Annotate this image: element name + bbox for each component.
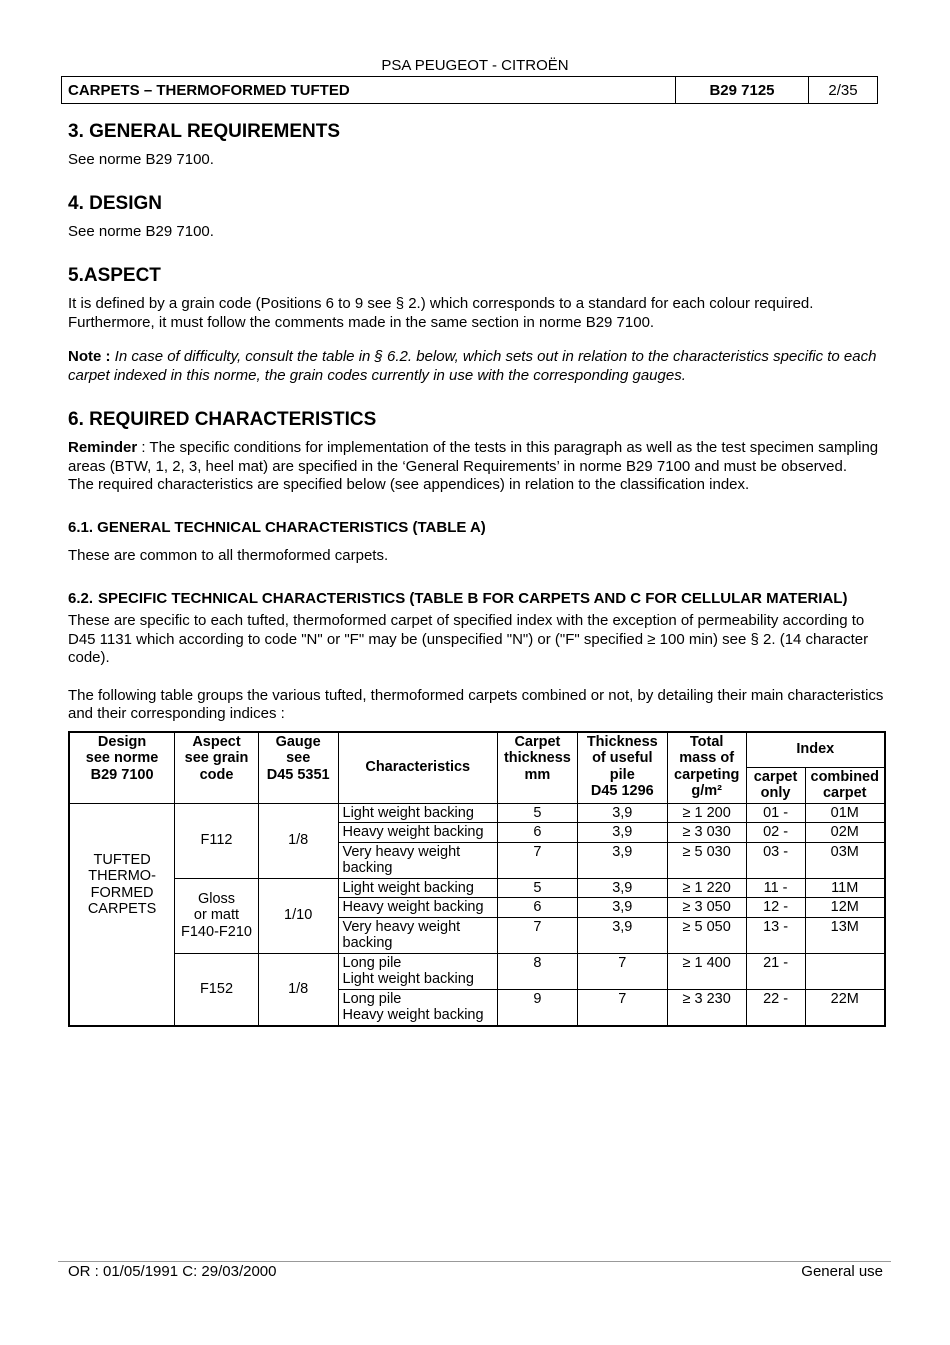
index-combined-cell: 22M xyxy=(805,989,885,1026)
pile-cell: 3,9 xyxy=(577,842,667,878)
thickness-cell: 7 xyxy=(497,842,577,878)
section-6-2-heading: SPECIFIC TECHNICAL CHARACTERISTICS (TABLE B FOR CARPETS AND C FOR CELLULAR MATERIAL) xyxy=(98,590,848,607)
header-total-mass: Total mass of carpeting g/m² xyxy=(667,732,746,804)
pile-cell: 3,9 xyxy=(577,878,667,898)
table-row xyxy=(69,878,885,898)
footer-classification: General use xyxy=(801,1263,883,1280)
index-carpet-only-cell: 13 - xyxy=(746,917,805,953)
header-design: Design see norme B29 7100 xyxy=(69,732,175,804)
design-label: TUFTED THERMO- FORMED CARPETS xyxy=(69,803,175,1026)
document-header xyxy=(61,76,878,104)
thickness-cell: 7 xyxy=(497,917,577,953)
gauge-cell: 1/10 xyxy=(258,878,338,953)
mass-cell: ≥ 5 050 xyxy=(667,917,746,953)
index-carpet-only-cell: 02 - xyxy=(746,823,805,843)
aspect-cell: Gloss or matt F140-F210 xyxy=(175,878,259,953)
mass-cell: ≥ 1 400 xyxy=(667,953,746,989)
index-combined-cell xyxy=(805,953,885,989)
characteristics-cell: Heavy weight backing xyxy=(338,823,497,843)
document-code: B29 7125 xyxy=(676,77,809,104)
section-5-title: 5.ASPECT xyxy=(68,265,161,286)
reminder-label: Reminder xyxy=(68,439,138,456)
section-6-2-number: 6.2. xyxy=(68,590,94,607)
pile-cell: 3,9 xyxy=(577,898,667,918)
section-6-2-text-1: These are specific to each tufted, thermoformed carpet of specified index with the exception of permeability according to D45 1131 which according to code "N" or "F" may be (unspecified "N") or ("F" specified ≥ 100 min) see § 2. (14 character code). xyxy=(68,612,869,666)
thickness-cell: 6 xyxy=(497,898,577,918)
index-carpet-only-cell: 22 - xyxy=(746,989,805,1026)
mass-cell: ≥ 3 230 xyxy=(667,989,746,1026)
mass-cell: ≥ 1 200 xyxy=(667,803,746,823)
section-6-1-title: 6.1. GENERAL TECHNICAL CHARACTERISTICS (TABLE A) xyxy=(68,518,486,536)
characteristics-cell: Heavy weight backing xyxy=(338,898,497,918)
note-text: In case of difficulty, consult the table in § 6.2. below, which sets out in relation to the characteristics specific to each carpet indexed in this norme, the grain codes currently in use with the corresponding gauges. xyxy=(68,348,877,384)
section-4-title: 4. DESIGN xyxy=(68,192,162,214)
section-5-text: It is defined by a grain code (Positions 6 to 9 see § 2.) which corresponds to a standard for each colour required. Furthermore, it must follow the comments made in the same section in norme B29 7100. xyxy=(68,295,814,331)
header-combined-carpet: combined carpet xyxy=(805,767,885,803)
section-6-2-text-2: The following table groups the various tufted, thermoformed carpets combined or not, by detailing their main characteristics and their corresponding indices : xyxy=(68,686,884,722)
reminder-text: : The specific conditions for implementation of the tests in this paragraph as well as the test specimen sampling areas (BTW, 1, 2, 3, heel mat) are specified in the ‘General Requirements’ in norme B29 7100 and must be observed. xyxy=(68,439,879,475)
footer-divider xyxy=(58,1261,891,1262)
pile-cell: 7 xyxy=(577,989,667,1026)
index-combined-cell: 11M xyxy=(805,878,885,898)
thickness-cell: 8 xyxy=(497,953,577,989)
section-5-note xyxy=(68,348,888,385)
section-6-2-title xyxy=(68,590,888,608)
table-row xyxy=(69,803,885,823)
mass-cell: ≥ 3 050 xyxy=(667,898,746,918)
gauge-cell: 1/8 xyxy=(258,953,338,1026)
carpet-index-table xyxy=(68,731,886,1027)
company-name: PSA PEUGEOT - CITROËN xyxy=(381,57,569,74)
section-3-text: See norme B29 7100. xyxy=(68,151,214,168)
pile-cell: 3,9 xyxy=(577,823,667,843)
section-6-text: The required characteristics are specified below (see appendices) in relation to the classification index. xyxy=(68,476,750,493)
characteristics-cell: Light weight backing xyxy=(338,803,497,823)
aspect-cell: F112 xyxy=(175,803,259,878)
thickness-cell: 9 xyxy=(497,989,577,1026)
characteristics-cell: Very heavy weight backing xyxy=(338,842,497,878)
header-carpet-only: carpet only xyxy=(746,767,805,803)
index-carpet-only-cell: 03 - xyxy=(746,842,805,878)
index-carpet-only-cell: 12 - xyxy=(746,898,805,918)
table-row xyxy=(69,953,885,989)
thickness-cell: 6 xyxy=(497,823,577,843)
section-3-title: 3. GENERAL REQUIREMENTS xyxy=(68,121,341,142)
thickness-cell: 5 xyxy=(497,803,577,823)
footer-dates: OR : 01/05/1991 C: 29/03/2000 xyxy=(68,1263,277,1280)
characteristics-cell: Long pile Light weight backing xyxy=(338,953,497,989)
mass-cell: ≥ 3 030 xyxy=(667,823,746,843)
header-useful-pile: Thickness of useful pile D45 1296 xyxy=(577,732,667,804)
mass-cell: ≥ 5 030 xyxy=(667,842,746,878)
header-thickness: Carpet thickness mm xyxy=(497,732,577,804)
document-body xyxy=(68,112,888,1027)
pile-cell: 7 xyxy=(577,953,667,989)
mass-cell: ≥ 1 220 xyxy=(667,878,746,898)
characteristics-cell: Long pile Heavy weight backing xyxy=(338,989,497,1026)
header-characteristics: Characteristics xyxy=(338,732,497,804)
header-index: Index xyxy=(746,732,885,768)
section-6-1-text: These are common to all thermoformed carpets. xyxy=(68,546,389,564)
characteristics-cell: Light weight backing xyxy=(338,878,497,898)
index-combined-cell: 12M xyxy=(805,898,885,918)
section-6-title: 6. REQUIRED CHARACTERISTICS xyxy=(68,409,377,430)
index-carpet-only-cell: 21 - xyxy=(746,953,805,989)
header-aspect: Aspect see grain code xyxy=(175,732,259,804)
index-combined-cell: 01M xyxy=(805,803,885,823)
section-4-text: See norme B29 7100. xyxy=(68,222,214,240)
index-carpet-only-cell: 01 - xyxy=(746,803,805,823)
characteristics-cell: Very heavy weight backing xyxy=(338,917,497,953)
thickness-cell: 5 xyxy=(497,878,577,898)
pile-cell: 3,9 xyxy=(577,917,667,953)
index-combined-cell: 02M xyxy=(805,823,885,843)
note-label: Note : xyxy=(68,348,111,365)
index-carpet-only-cell: 11 - xyxy=(746,878,805,898)
pile-cell: 3,9 xyxy=(577,803,667,823)
gauge-cell: 1/8 xyxy=(258,803,338,878)
aspect-cell: F152 xyxy=(175,953,259,1026)
section-6-reminder xyxy=(68,439,888,476)
index-combined-cell: 03M xyxy=(805,842,885,878)
document-title: CARPETS – THERMOFORMED TUFTED xyxy=(62,77,676,104)
header-gauge: Gauge see D45 5351 xyxy=(258,732,338,804)
index-combined-cell: 13M xyxy=(805,917,885,953)
page-number: 2/35 xyxy=(809,77,878,104)
